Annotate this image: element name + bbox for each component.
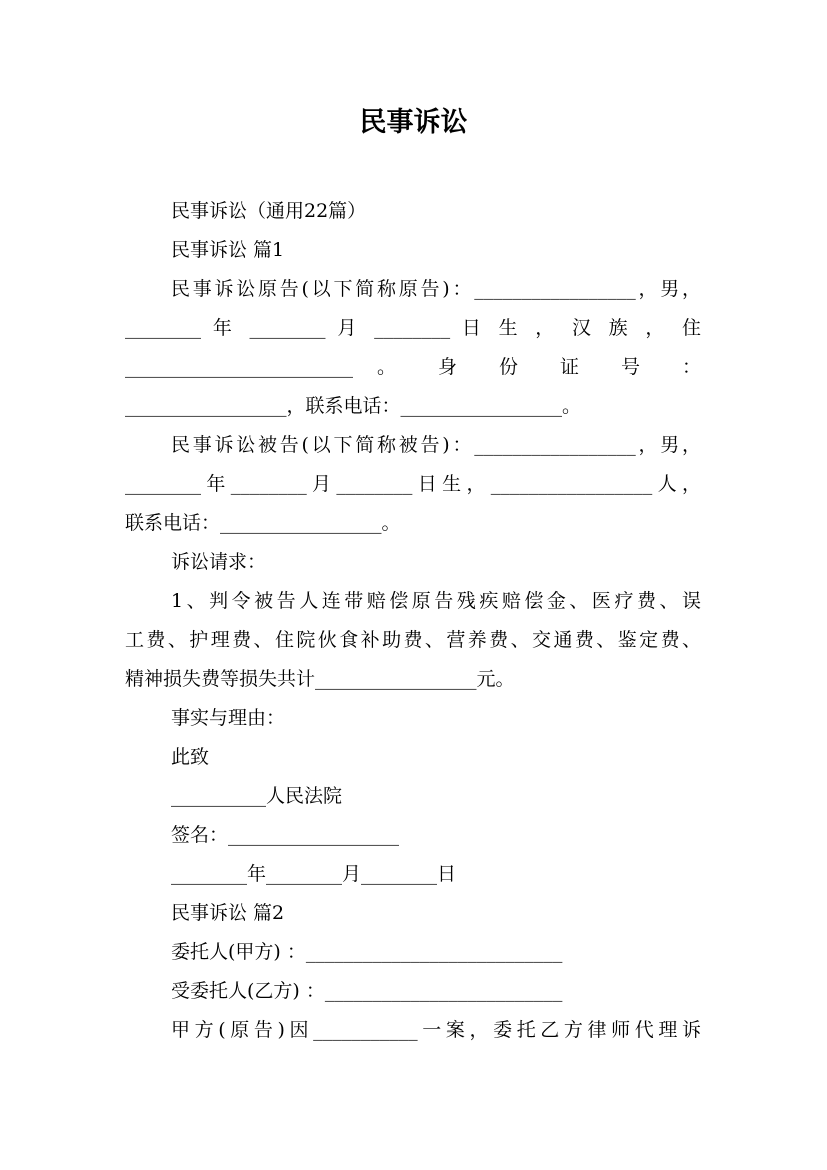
document-title: 民事诉讼 — [359, 107, 468, 138]
plaintiff-id-line: ________________________ 。 身 份 证 号 ： — [125, 356, 701, 378]
section-heading-2: 民事诉讼 篇2 — [171, 902, 285, 924]
defendant-phone-line: 联系电话：_________________。 — [125, 512, 401, 534]
claim-line-3: 精神损失费等损失共计_________________元。 — [125, 668, 515, 690]
defendant-birth-line: ________年________月________日生，_________________人， — [125, 473, 701, 495]
plaintiff-phone-line: _________________，联系电话：_________________。 — [125, 395, 582, 417]
salutation-line: 此致 — [171, 746, 210, 768]
facts-heading: 事实与理由： — [171, 707, 286, 729]
principal-line: 委托人(甲方) ：___________________________ — [171, 941, 563, 963]
case-line: 甲方(原告)因___________一案，委托乙方律师代理诉 — [171, 1019, 701, 1041]
agent-line: 受委托人(乙方) ：_________________________ — [171, 980, 563, 1002]
date-line: ________年________月________日 — [171, 863, 457, 885]
plaintiff-birth-line: ________ 年 ________ 月 ________ 日 生 ， 汉 族 ， 住 — [125, 317, 701, 339]
subtitle-line: 民事诉讼（通用22篇） — [171, 200, 367, 222]
signature-line: 签名：__________________ — [171, 824, 400, 846]
claim-line-1: 1、判令被告人连带赔偿原告残疾赔偿金、医疗费、误 — [171, 590, 701, 612]
plaintiff-line: 民事诉讼原告(以下简称原告)：_________________，男， — [171, 278, 701, 300]
claim-line-2: 工费、护理费、住院伙食补助费、营养费、交通费、鉴定费、 — [125, 629, 701, 651]
section-heading-1: 民事诉讼 篇1 — [171, 239, 285, 261]
court-line: __________人民法院 — [171, 785, 343, 807]
claims-heading: 诉讼请求： — [171, 551, 267, 573]
defendant-line: 民事诉讼被告(以下简称被告)：_________________，男， — [171, 434, 701, 456]
